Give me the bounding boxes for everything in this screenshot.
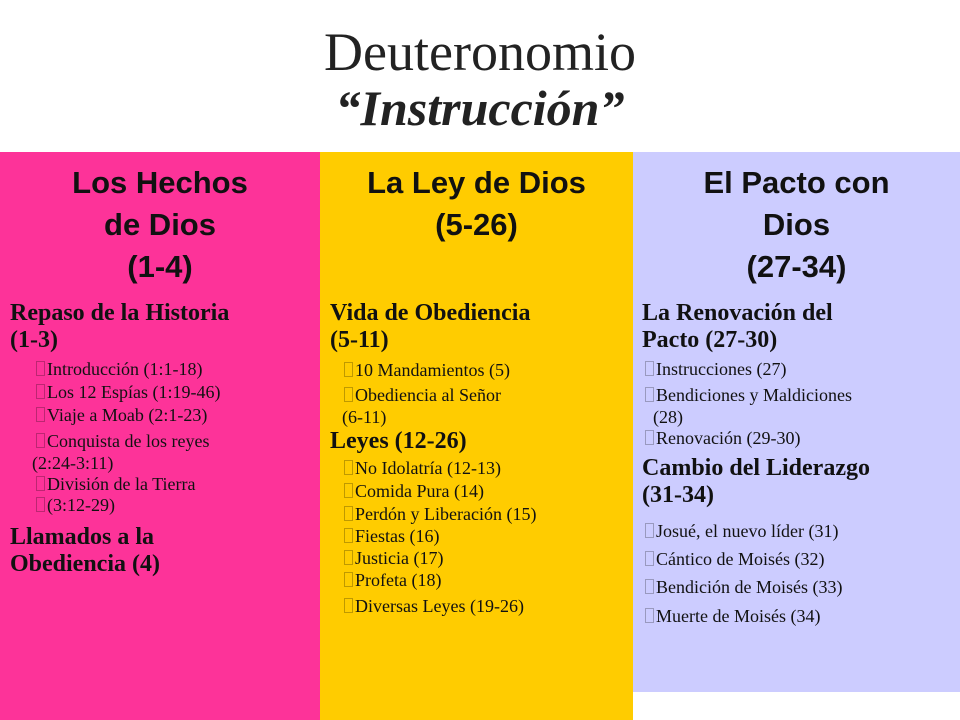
bullet-icon bbox=[36, 433, 45, 448]
heading-line: (1-4) bbox=[127, 249, 193, 284]
column-pacto-con-dios bbox=[633, 152, 960, 692]
list-item: Cántico de Moisés (32) bbox=[645, 549, 824, 570]
list-item-continuation: (6-11) bbox=[342, 407, 387, 427]
section-title bbox=[330, 428, 467, 455]
bullet-icon bbox=[344, 483, 353, 498]
bullet-icon bbox=[645, 608, 654, 623]
heading-line: Dios bbox=[762, 207, 831, 242]
list-item-continuation: (2:24-3:11) bbox=[32, 453, 114, 473]
heading-line: (5-26) bbox=[435, 207, 518, 242]
list-item: Renovación (29-30) bbox=[645, 428, 800, 449]
section-title bbox=[642, 455, 870, 509]
bullet-icon bbox=[344, 598, 353, 613]
bullet-icon bbox=[344, 387, 353, 402]
column-heading bbox=[320, 162, 633, 246]
bullet-icon bbox=[645, 430, 654, 445]
column-ley-de-dios bbox=[320, 152, 633, 720]
list-item: División de la Tierra bbox=[36, 474, 196, 495]
heading-line: de Dios bbox=[104, 207, 216, 242]
list-item: Perdón y Liberación (15) bbox=[344, 504, 536, 525]
section-title bbox=[642, 300, 833, 354]
page-subtitle: “Instrucción” bbox=[335, 80, 625, 136]
list-item: 10 Mandamientos (5) bbox=[344, 360, 510, 381]
section-line: Vida de Obediencia bbox=[330, 300, 531, 326]
list-item: Introducción (1:1-18) bbox=[36, 359, 202, 380]
list-item-continuation: (28) bbox=[653, 407, 683, 427]
list-item: Obediencia al Señor bbox=[344, 385, 501, 406]
section-line: La Renovación del bbox=[642, 300, 833, 326]
bullet-icon bbox=[344, 460, 353, 475]
list-item: Fiestas (16) bbox=[344, 526, 440, 547]
list-item: Los 12 Espías (1:19-46) bbox=[36, 382, 220, 403]
bullet-icon bbox=[344, 572, 353, 587]
section-line: Llamados a la bbox=[10, 524, 155, 550]
bullet-icon bbox=[645, 387, 654, 402]
list-item: Bendición de Moisés (33) bbox=[645, 577, 842, 598]
bullet-icon bbox=[645, 579, 654, 594]
list-item: Conquista de los reyes bbox=[36, 431, 209, 452]
list-item: Justicia (17) bbox=[344, 548, 443, 569]
section-title bbox=[10, 524, 160, 578]
section-line: Obediencia (4) bbox=[10, 551, 160, 577]
section-line: Repaso de la Historia bbox=[10, 300, 230, 326]
bullet-icon bbox=[36, 407, 45, 422]
bullet-icon bbox=[645, 361, 654, 376]
list-item: Diversas Leyes (19-26) bbox=[344, 596, 524, 617]
bullet-icon bbox=[36, 476, 45, 491]
list-item: No Idolatría (12-13) bbox=[344, 458, 501, 479]
list-item: Josué, el nuevo líder (31) bbox=[645, 521, 838, 542]
heading-line: (27-34) bbox=[746, 249, 847, 284]
heading-line: La Ley de Dios bbox=[367, 165, 586, 200]
section-line: Cambio del Liderazgo bbox=[642, 455, 870, 481]
column-hechos-de-dios bbox=[0, 152, 320, 720]
list-item: Instrucciones (27) bbox=[645, 359, 786, 380]
section-line: Leyes (12-26) bbox=[330, 428, 467, 454]
section-line: (5-11) bbox=[330, 327, 389, 353]
bullet-icon bbox=[36, 361, 45, 376]
bullet-icon bbox=[36, 384, 45, 399]
bullet-icon bbox=[344, 506, 353, 521]
list-item: Comida Pura (14) bbox=[344, 481, 484, 502]
bullet-icon bbox=[344, 550, 353, 565]
section-line: Pacto (27-30) bbox=[642, 327, 778, 353]
bullet-icon bbox=[344, 362, 353, 377]
section-line: (1-3) bbox=[10, 327, 58, 353]
heading-line: El Pacto con bbox=[703, 165, 890, 200]
bullet-icon bbox=[344, 528, 353, 543]
list-item: Muerte de Moisés (34) bbox=[645, 606, 820, 627]
bullet-icon bbox=[36, 497, 45, 512]
section-line: (31-34) bbox=[642, 482, 714, 508]
bullet-icon bbox=[645, 523, 654, 538]
list-item: Bendiciones y Maldiciones bbox=[645, 385, 852, 406]
column-heading bbox=[0, 162, 320, 288]
list-item: Profeta (18) bbox=[344, 570, 441, 591]
heading-line: Los Hechos bbox=[72, 165, 248, 200]
list-item: (3:12-29) bbox=[36, 495, 115, 516]
section-title bbox=[10, 300, 229, 354]
page-title: Deuteronomio bbox=[324, 22, 636, 82]
bullet-icon bbox=[645, 551, 654, 566]
section-title bbox=[330, 300, 530, 354]
list-item: Viaje a Moab (2:1-23) bbox=[36, 405, 207, 426]
column-heading bbox=[633, 162, 960, 288]
